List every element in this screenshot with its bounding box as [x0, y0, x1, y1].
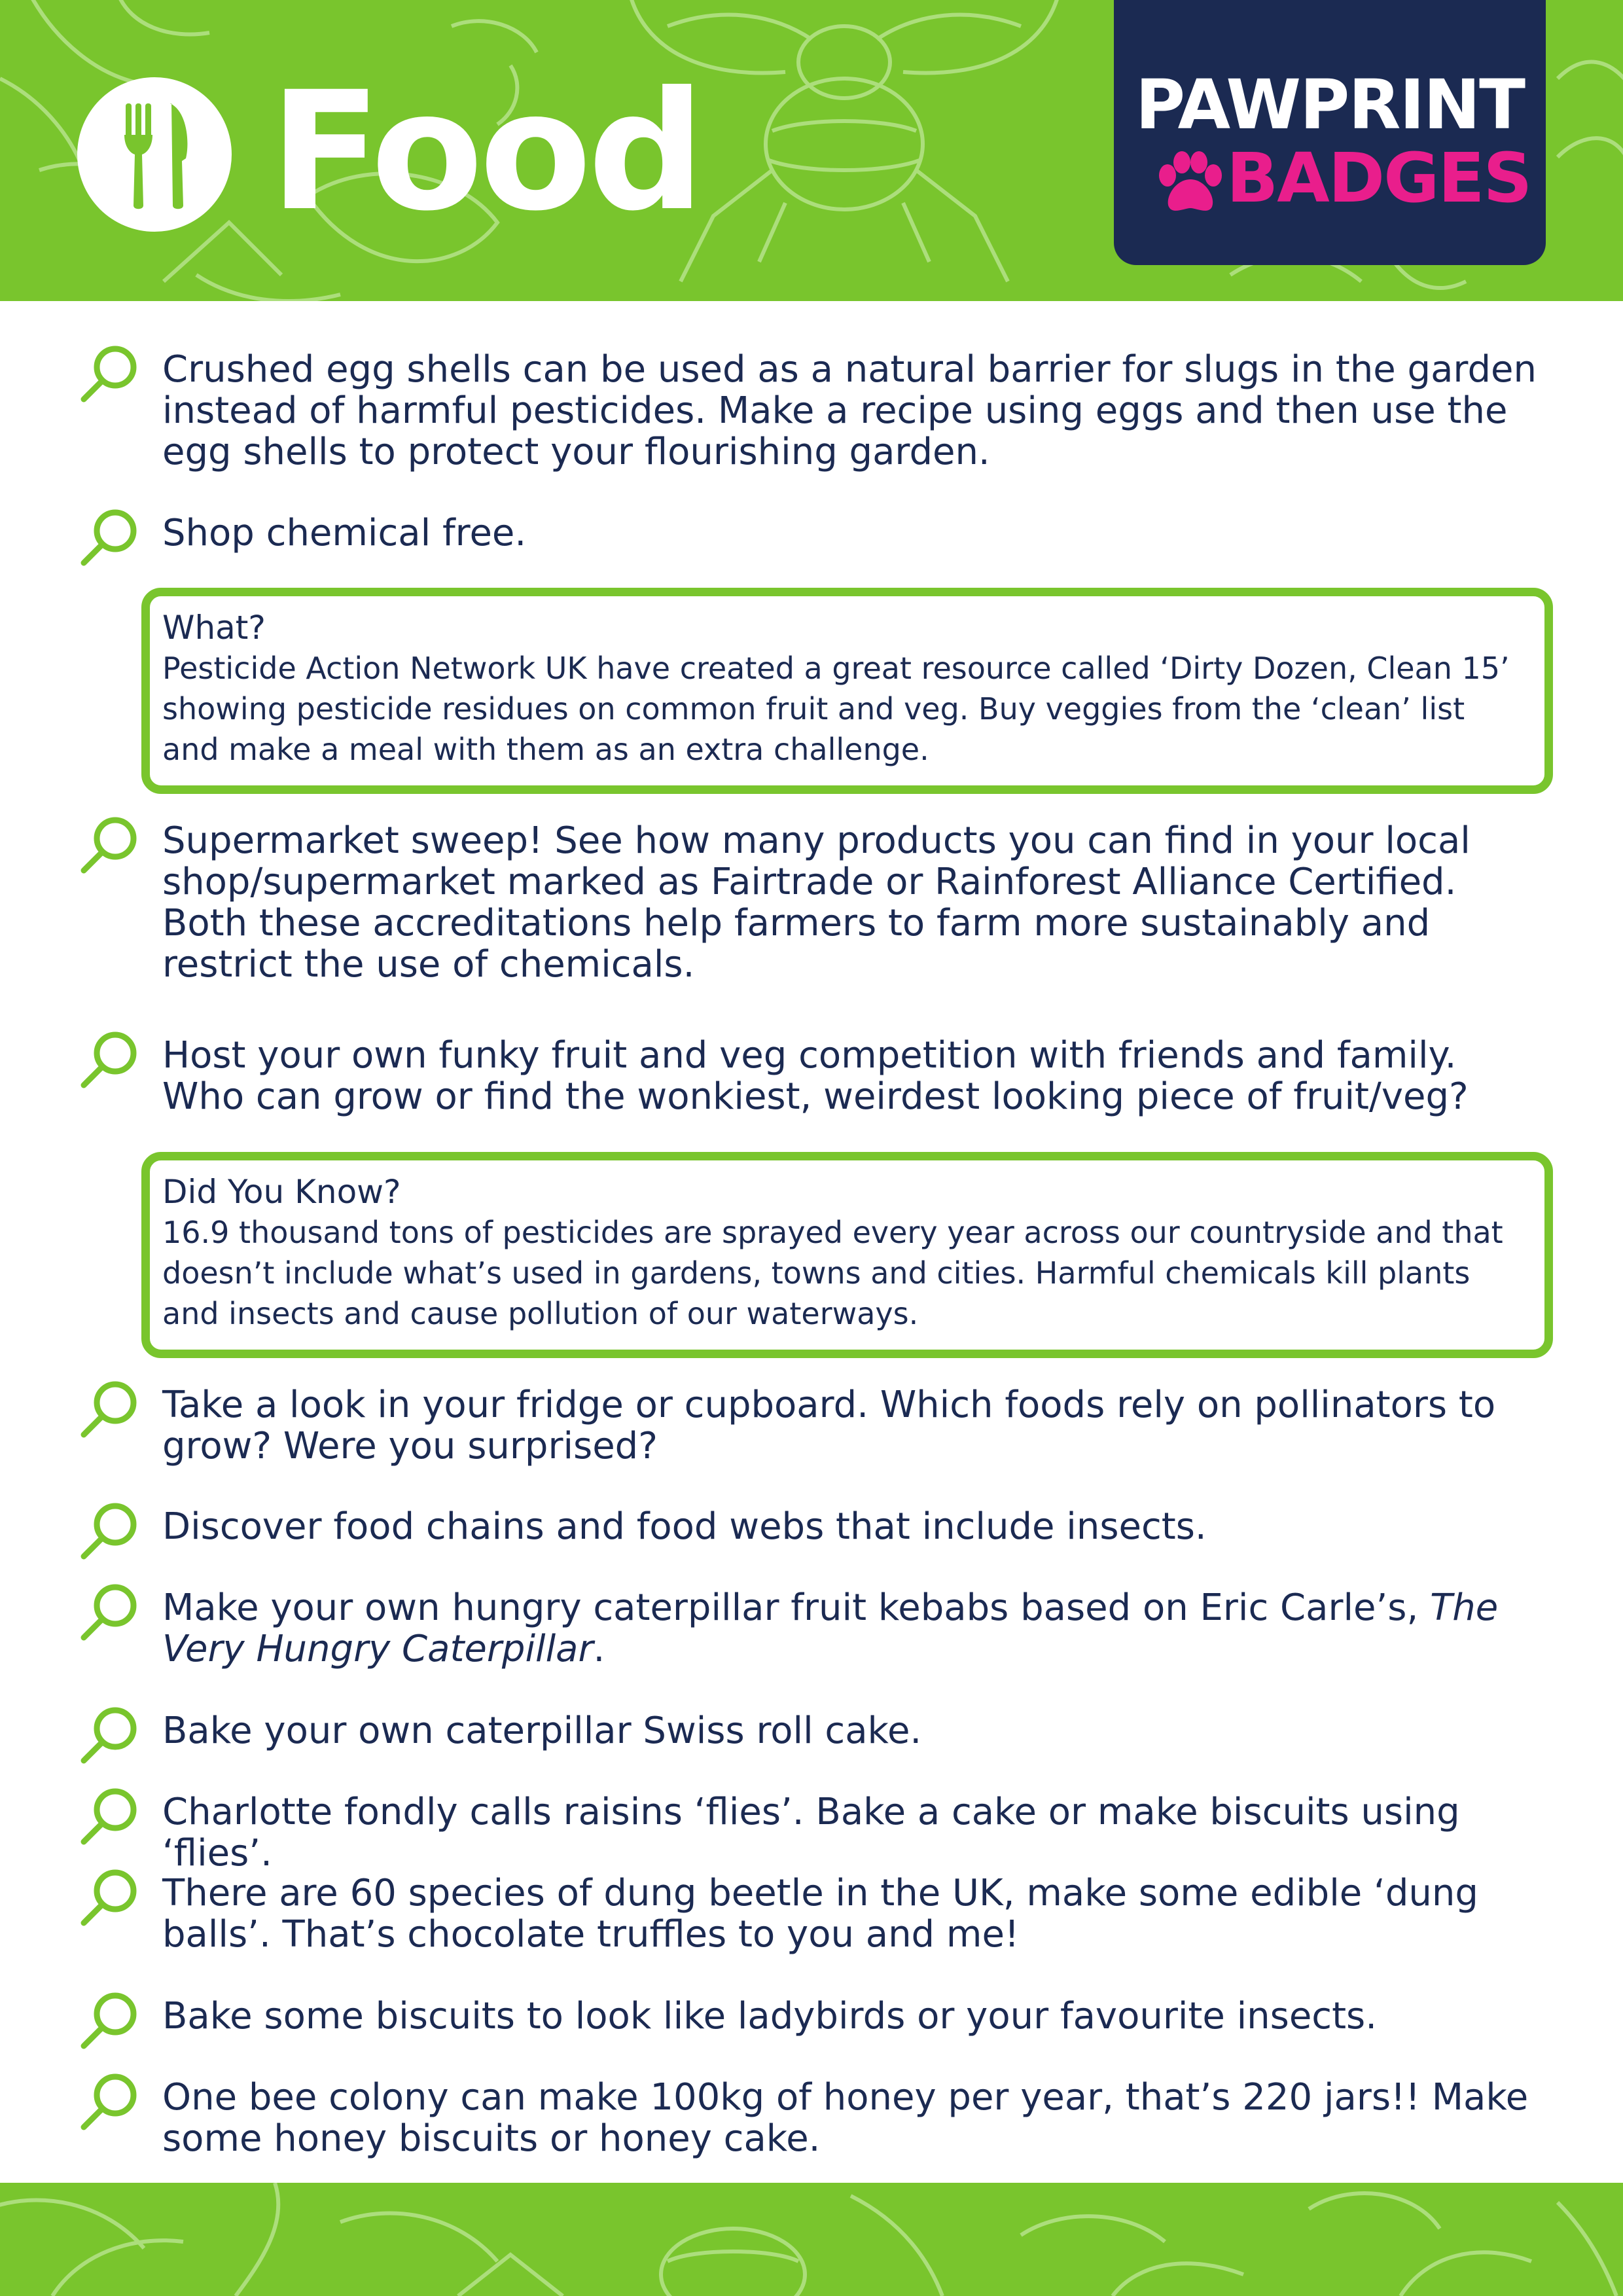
magnifying-glass-icon [79, 1582, 140, 1643]
pawprint-badges-logo [1114, 0, 1546, 265]
info-box-body: 16.9 thousand tons of pesticides are sprayed every year across our countryside and that doesn’t include what’s used in gardens, towns and cities. Harmful chemicals kill plants and insects and cause pollution of our waterways. [162, 1215, 1503, 1331]
activity-item: One bee colony can make 100kg of honey per year, that’s 220 jars!! Make some honey biscuits or honey cake. [162, 2076, 1529, 2160]
insect-outline-icon [0, 2183, 1623, 2296]
logo-line-2: BADGES [1226, 138, 1531, 218]
activity-item: Discover food chains and food webs that include insects. [162, 1505, 1207, 1548]
logo-line-1: PAWPRINT [1135, 65, 1525, 145]
book-title: The Very Hungry Caterpillar [162, 1587, 1499, 1670]
info-box-title: What? [162, 609, 266, 647]
info-box-title: Did You Know? [162, 1173, 401, 1211]
activity-text: Make your own hungry caterpillar fruit kebabs based on Eric Carle’s, [162, 1587, 1431, 1629]
page-title: Food [270, 56, 702, 247]
magnifying-glass-icon [79, 1379, 140, 1441]
magnifying-glass-icon [79, 344, 140, 405]
magnifying-glass-icon [79, 1990, 140, 2052]
magnifying-glass-icon [79, 507, 140, 569]
activity-text-end: . [593, 1628, 605, 1670]
magnifying-glass-icon [79, 1501, 140, 1562]
magnifying-glass-icon [79, 2072, 140, 2133]
activity-item: Crushed egg shells can be used as a natural barrier for slugs in the garden instead of harmful pesticides. Make a recipe using eggs and then use the egg shells to protect your flourishing garden. [162, 348, 1537, 473]
activity-item: Bake some biscuits to look like ladybirds or your favourite insects. [162, 1995, 1378, 2037]
footer-banner [0, 2183, 1623, 2296]
activity-item: Bake your own caterpillar Swiss roll cake. [162, 1710, 922, 1752]
paw-icon [1153, 149, 1225, 215]
magnifying-glass-icon [79, 1030, 140, 1091]
activity-item: Host your own funky fruit and veg competition with friends and family. Who can grow or find the wonkiest, weirdest looking piece of fruit/veg? [162, 1034, 1469, 1118]
activity-item: Shop chemical free. [162, 512, 527, 554]
magnifying-glass-icon [79, 1786, 140, 1848]
magnifying-glass-icon [79, 1705, 140, 1767]
header-banner [0, 0, 1623, 301]
activity-item: Take a look in your fridge or cupboard. Which foods rely on pollinators to grow? Were you surprised? [162, 1384, 1496, 1467]
info-box-body: Pesticide Action Network UK have created a great resource called ‘Dirty Dozen, Clean 15’ showing pesticide residues on common fruit and veg. Buy veggies from the ‘clean’ list and make a meal with them as an extra challenge. [162, 651, 1510, 767]
activity-item [162, 1587, 1550, 1670]
activity-item: There are 60 species of dung beetle in the UK, make some edible ‘dung balls’. That’s chocolate truffles to you and me! [162, 1872, 1478, 1956]
fork-knife-icon [77, 77, 232, 232]
activity-item: Charlotte fondly calls raisins ‘flies’. Bake a cake or make biscuits using ‘flies’. [162, 1791, 1460, 1874]
magnifying-glass-icon [79, 1867, 140, 1929]
magnifying-glass-icon [79, 815, 140, 876]
activity-item: Supermarket sweep! See how many products you can find in your local shop/supermarket marked as Fairtrade or Rainforest Alliance Certified. Both these accreditations help farmers to farm more sustainably and restrict the use of chemicals. [162, 819, 1471, 986]
